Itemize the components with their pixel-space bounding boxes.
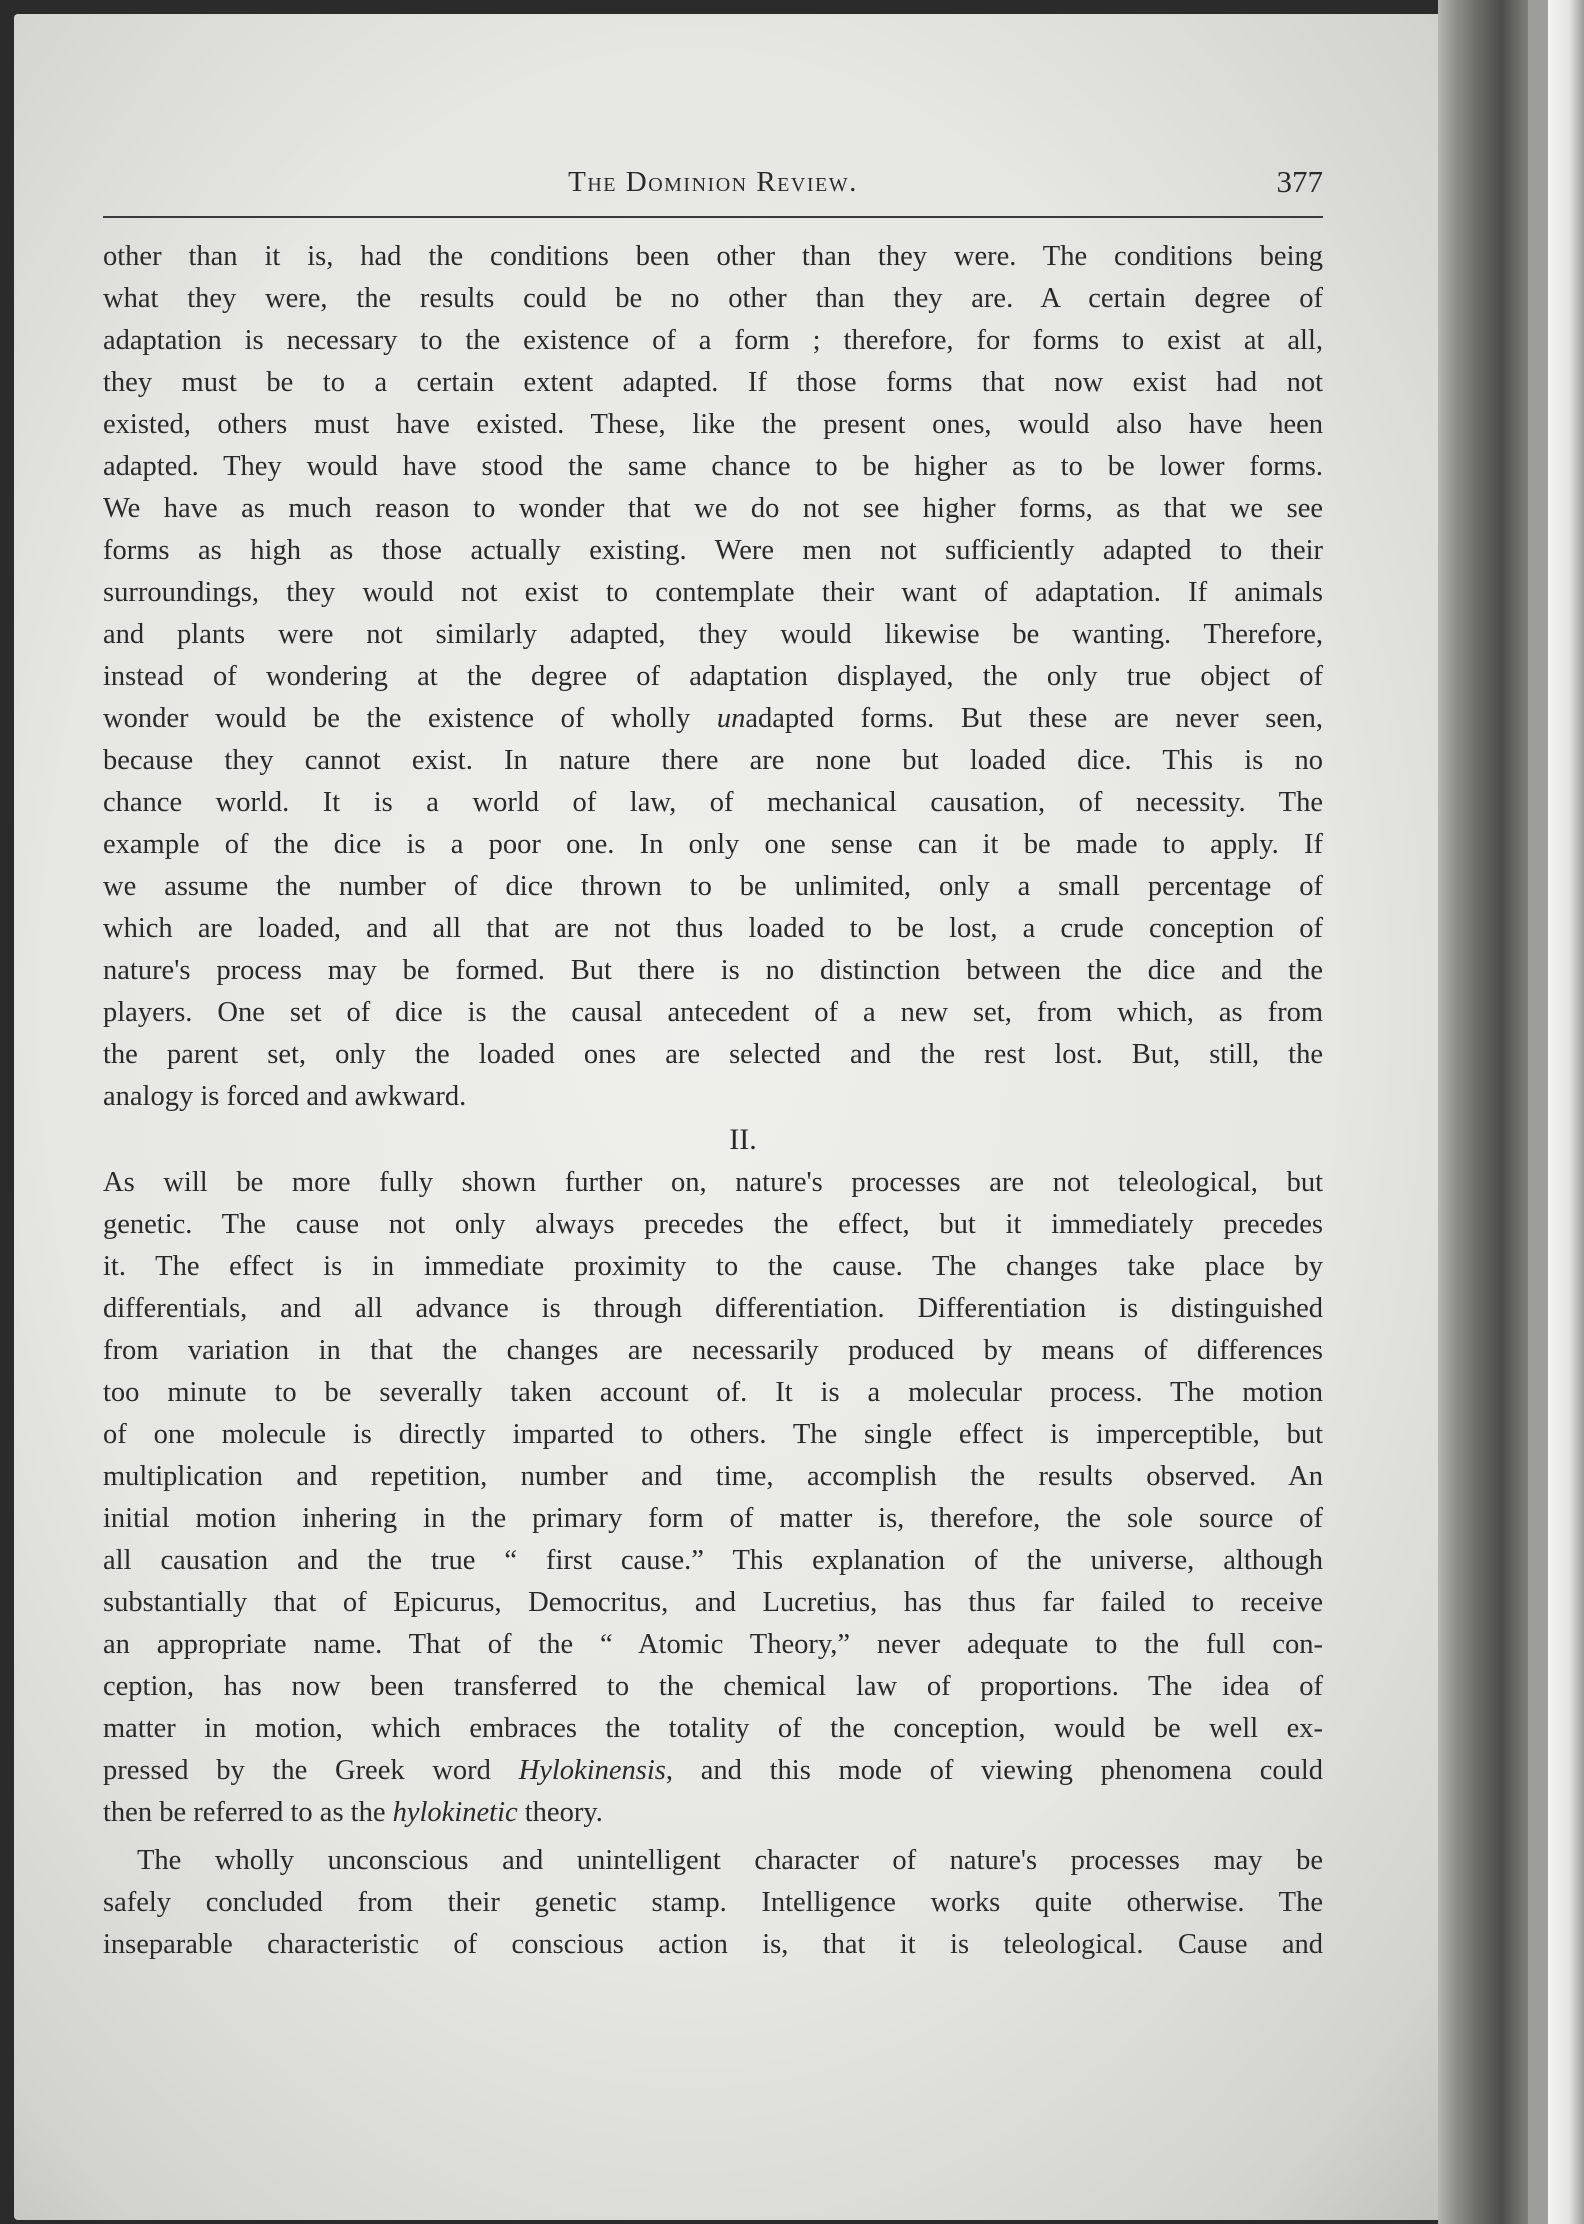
text-line: the parent set, only the loaded ones are selected and the rest lost. But, still, the	[103, 1039, 1323, 1070]
text-line: forms as high as those actually existing. Were men not sufficiently adapted to their	[103, 535, 1323, 566]
text-line: players. One set of dice is the causal antecedent of a new set, from which, as from	[103, 997, 1323, 1028]
text-run: pressed by the Greek word	[103, 1755, 519, 1786]
running-head	[103, 160, 1323, 218]
text-line: other than it is, had the conditions been other than they were. The conditions being	[103, 241, 1323, 272]
text-line: multiplication and repetition, number and time, accomplish the results observed. An	[103, 1461, 1323, 1492]
text-line: adapted. They would have stood the same chance to be higher as to be lower forms.	[103, 451, 1323, 482]
text-line: it. The effect is in immediate proximity to the cause. The changes take place by	[103, 1251, 1323, 1282]
running-title: The Dominion Review.	[568, 166, 858, 198]
text-run: theory.	[517, 1797, 603, 1828]
text-run: adapted forms. But these are never seen,	[745, 703, 1323, 734]
text-line: We have as much reason to wonder that we do not see higher forms, as that we see	[103, 493, 1323, 524]
text-line: chance world. It is a world of law, of mechanical causation, of necessity. The	[103, 787, 1323, 818]
text-line: substantially that of Epicurus, Democritus, and Lucretius, has thus far failed to receive	[103, 1587, 1323, 1618]
text-line: matter in motion, which embraces the totality of the conception, would be well ex-	[103, 1713, 1323, 1744]
text-line	[103, 1792, 1323, 1834]
text-line: instead of wondering at the degree of adaptation displayed, the only true object of	[103, 661, 1323, 692]
text-line: ception, has now been transferred to the chemical law of proportions. The idea of	[103, 1671, 1323, 1702]
paragraph-1	[103, 236, 1323, 1118]
text-line: nature's process may be formed. But there is no distinction between the dice and the	[103, 955, 1323, 986]
paragraph-3	[103, 1840, 1323, 1966]
text-line: safely concluded from their genetic stamp. Intelligence works quite otherwise. The	[103, 1887, 1323, 1918]
text-line: which are loaded, and all that are not thus loaded to be lost, a crude conception of	[103, 913, 1323, 944]
text-line: of one molecule is directly imparted to others. The single effect is imperceptible, but	[103, 1419, 1323, 1450]
italic-text: Hylokinensis	[518, 1755, 666, 1786]
text-line: all causation and the true “ first cause.” This explanation of the universe, although	[103, 1545, 1323, 1576]
text-line: surroundings, they would not exist to contemplate their want of adaptation. If animals	[103, 577, 1323, 608]
text-line: too minute to be severally taken account of. It is a molecular process. The motion	[103, 1377, 1323, 1408]
section-heading: II.	[729, 1123, 757, 1156]
text-line	[103, 1750, 1323, 1792]
text-line: adaptation is necessary to the existence of a form ; therefore, for forms to exist at all,	[103, 325, 1323, 356]
text-line: from variation in that the changes are necessarily produced by means of differences	[103, 1335, 1323, 1366]
text-line: because they cannot exist. In nature there are none but loaded dice. This is no	[103, 745, 1323, 776]
text-line: analogy is forced and awkward.	[103, 1081, 467, 1112]
text-run: wonder would be the existence of wholly	[103, 703, 717, 734]
text-line: existed, others must have existed. These, like the present ones, would also have heen	[103, 409, 1323, 440]
italic-text: un	[716, 703, 746, 734]
text-line: and plants were not similarly adapted, they would likewise be wanting. Therefore,	[103, 619, 1323, 650]
text-line: genetic. The cause not only always precedes the effect, but it immediately precedes	[103, 1209, 1323, 1240]
text-line: inseparable characteristic of conscious action is, that it is teleological. Cause and	[103, 1929, 1323, 1960]
paragraph-2	[103, 1162, 1323, 1834]
page-edge-white	[1548, 0, 1584, 2224]
text-run: then be referred to as the	[103, 1797, 393, 1828]
text-line: we assume the number of dice thrown to be unlimited, only a small percentage of	[103, 871, 1323, 902]
italic-text: hylokinetic	[392, 1797, 518, 1828]
text-run: , and this mode of viewing phenomena could	[665, 1755, 1324, 1786]
book-spine-shadow	[1438, 0, 1528, 2224]
page-edge-strip	[1528, 0, 1548, 2224]
text-line: an appropriate name. That of the “ Atomic Theory,” never adequate to the full con-	[103, 1629, 1323, 1660]
text-line: initial motion inhering in the primary form of matter is, therefore, the sole source of	[103, 1503, 1323, 1534]
text-line: they must be to a certain extent adapted. If those forms that now exist had not	[103, 367, 1323, 398]
page-text-block	[103, 160, 1323, 1966]
text-line: The wholly unconscious and unintelligent character of nature's processes may be	[137, 1845, 1323, 1876]
text-line: example of the dice is a poor one. In only one sense can it be made to apply. If	[103, 829, 1323, 860]
text-line: what they were, the results could be no other than they are. A certain degree of	[103, 283, 1323, 314]
page-number: 377	[1276, 164, 1323, 199]
text-line: differentials, and all advance is through differentiation. Differentiation is distinguished	[103, 1293, 1323, 1324]
text-line: As will be more fully shown further on, nature's processes are not teleological, but	[103, 1167, 1323, 1198]
text-line	[103, 698, 1323, 740]
